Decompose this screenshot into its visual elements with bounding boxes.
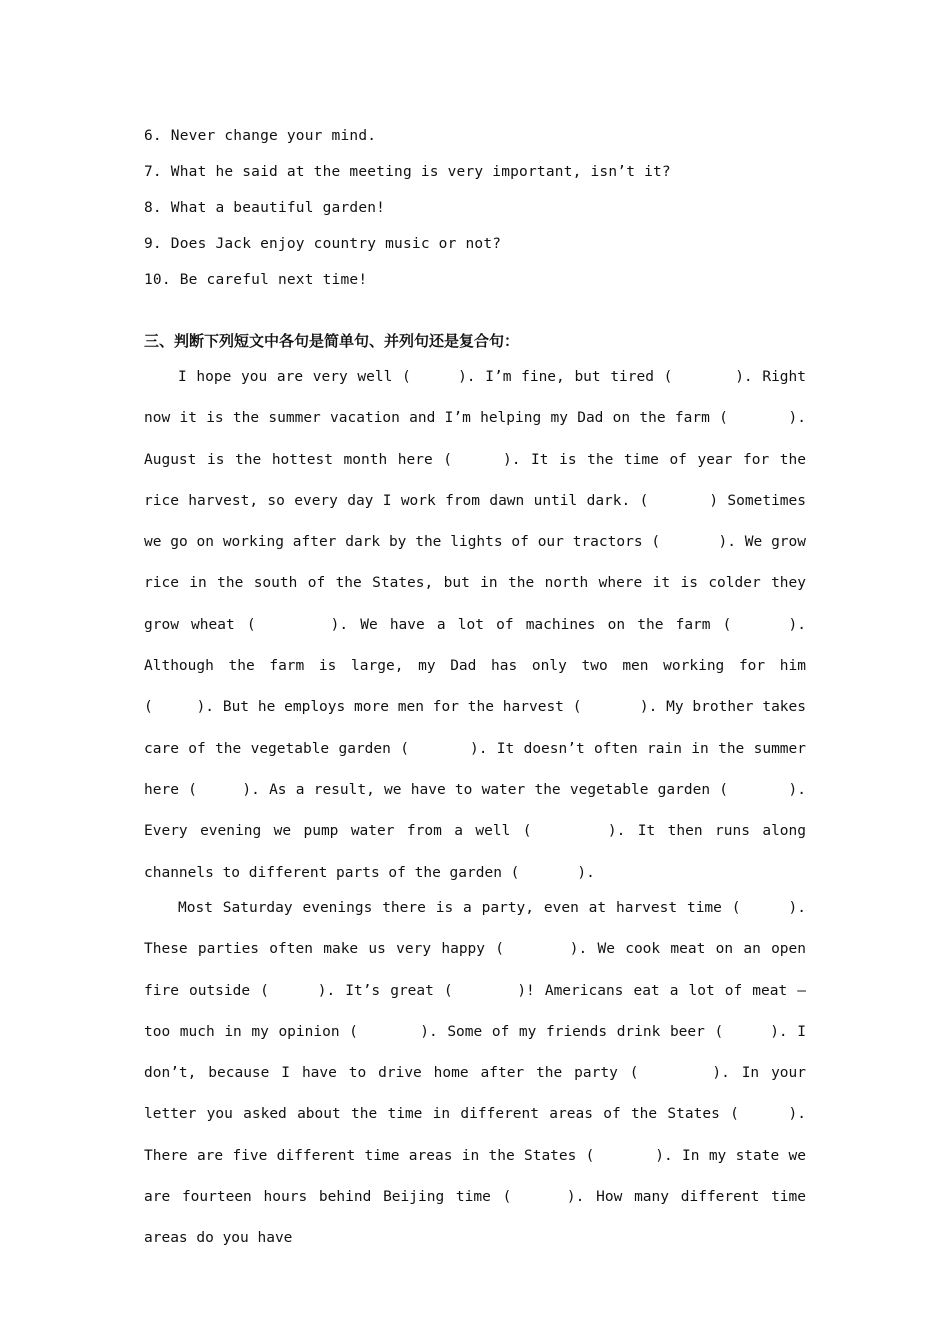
sentence-9: 9. Does Jack enjoy country music or not? [144,236,502,252]
passage-paragraph-1 [144,357,806,894]
sentence-6: 6. Never change your mind. [144,128,377,144]
passage-paragraph-2 [144,888,806,1260]
paragraph-2-text: Most Saturday evenings there is a party, even at harvest time ( ). These parties often make us very happy ( ). We cook meat on an open fire outside ( ). It’s great ( )! Americans eat a lot of meat — too much in my opinion ( ). Some of my friends drink beer ( ). I don’t, because I have to drive home after the party ( ). In your letter you asked about the time in different areas of the States ( ). There are five different time areas in the States ( ). In my state we are fourteen hours behind Beijing time ( ). How many different time areas do you have [144,900,806,1247]
paragraph-1-text: I hope you are very well ( ). I’m fine, but tired ( ). Right now it is the summer vacation and I’m helping my Dad on the farm ( ). August is the hottest month here ( ). It is the time of year for the rice harvest, so every day I work from dawn until dark. ( ) Sometimes we go on working after dark by the lights of our tractors ( ). We grow rice in the south of the States, but in the north where it is colder they grow wheat ( ). We have a lot of machines on the farm ( ). Although the farm is large, my Dad has only two men working for him ( ). But he employs more men for the harvest ( ). My brother takes care of the vegetable garden ( ). It doesn’t often rain in the summer here ( ). As a result, we have to water the vegetable garden ( ). Every evening we pump water from a well ( ). It then runs along channels to different parts of the garden ( ). [144,369,806,881]
sentence-8: 8. What a beautiful garden! [144,200,386,216]
sentence-7: 7. What he said at the meeting is very important, isn’t it? [144,164,671,180]
section-heading: 三、判断下列短文中各句是简单句、并列句还是复合句： [144,332,520,350]
sentence-10: 10. Be careful next time! [144,272,368,288]
